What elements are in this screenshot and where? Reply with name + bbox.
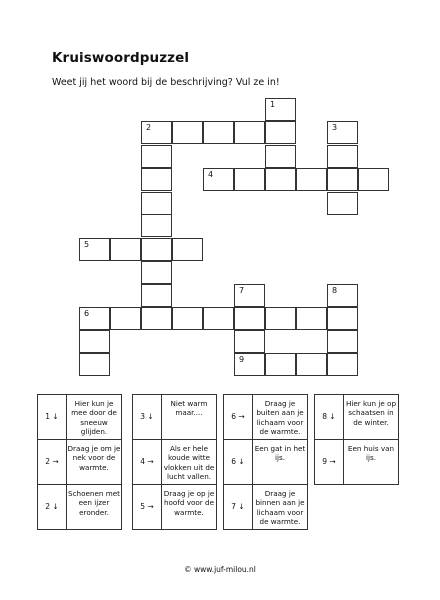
crossword-cell[interactable] bbox=[141, 168, 172, 191]
crossword-cell[interactable] bbox=[141, 214, 172, 237]
crossword-cell[interactable] bbox=[172, 307, 203, 330]
clue-text: Niet warm maar.... bbox=[162, 395, 217, 440]
crossword-cell[interactable] bbox=[265, 121, 296, 144]
crossword-cell[interactable] bbox=[327, 145, 358, 168]
crossword-cell[interactable] bbox=[327, 330, 358, 353]
crossword-cell[interactable] bbox=[234, 330, 265, 353]
clue-row bbox=[224, 440, 308, 485]
clue-row bbox=[133, 485, 217, 530]
clue-number: 6 → bbox=[224, 395, 253, 440]
crossword-cell[interactable] bbox=[234, 121, 265, 144]
crossword-cell[interactable] bbox=[79, 238, 110, 261]
clue-table-4 bbox=[314, 394, 399, 485]
clue-number: 7 ↓ bbox=[224, 485, 253, 530]
crossword-cell[interactable] bbox=[203, 121, 234, 144]
clue-number: 4 → bbox=[133, 440, 162, 485]
footer-credit: © www.juf-milou.nl bbox=[184, 565, 256, 574]
crossword-cell[interactable] bbox=[358, 168, 389, 191]
clue-row bbox=[315, 440, 399, 485]
crossword-cell[interactable] bbox=[234, 353, 265, 376]
crossword-cell[interactable] bbox=[79, 330, 110, 353]
crossword-cell[interactable] bbox=[265, 98, 296, 121]
clue-number: 5 → bbox=[133, 485, 162, 530]
clue-text: Schoenen met een ijzer eronder. bbox=[67, 485, 122, 530]
cell-number: 8 bbox=[332, 286, 338, 295]
clue-text: Draag je op je hoofd voor de warmte. bbox=[162, 485, 217, 530]
cell-number: 7 bbox=[239, 286, 245, 295]
clue-text: Een gat in het ijs. bbox=[253, 440, 308, 485]
crossword-cell[interactable] bbox=[296, 307, 327, 330]
crossword-cell[interactable] bbox=[141, 261, 172, 284]
crossword-cell[interactable] bbox=[141, 145, 172, 168]
crossword-cell[interactable] bbox=[110, 238, 141, 261]
crossword-cell[interactable] bbox=[327, 121, 358, 144]
crossword-cell[interactable] bbox=[296, 353, 327, 376]
cell-number: 6 bbox=[84, 309, 90, 318]
clue-row bbox=[38, 485, 122, 530]
clue-number: 2 ↓ bbox=[38, 485, 67, 530]
cell-number: 4 bbox=[208, 170, 214, 179]
crossword-cell[interactable] bbox=[327, 353, 358, 376]
crossword-cell[interactable] bbox=[234, 284, 265, 307]
clue-text: Als er hele koude witte vlokken uit de lucht vallen. bbox=[162, 440, 217, 485]
crossword-cell[interactable] bbox=[327, 192, 358, 215]
clue-text: Draag je om je nek voor de warmte. bbox=[67, 440, 122, 485]
crossword-cell[interactable] bbox=[172, 238, 203, 261]
clue-text: Draag je buiten aan je lichaam voor de warmte. bbox=[253, 395, 308, 440]
crossword-cell[interactable] bbox=[141, 307, 172, 330]
crossword-cell[interactable] bbox=[234, 168, 265, 191]
crossword-cell[interactable] bbox=[172, 121, 203, 144]
crossword-cell[interactable] bbox=[327, 284, 358, 307]
clue-number: 1 ↓ bbox=[38, 395, 67, 440]
crossword-cell[interactable] bbox=[141, 121, 172, 144]
crossword-cell[interactable] bbox=[79, 353, 110, 376]
clue-row bbox=[133, 440, 217, 485]
clue-row bbox=[224, 485, 308, 530]
clue-table-3 bbox=[223, 394, 308, 530]
page-title: Kruiswoordpuzzel bbox=[52, 50, 190, 66]
crossword-cell[interactable] bbox=[327, 307, 358, 330]
clue-number: 9 → bbox=[315, 440, 344, 485]
clue-row bbox=[224, 395, 308, 440]
clue-table-1 bbox=[37, 394, 122, 530]
clue-number: 8 ↓ bbox=[315, 395, 344, 440]
clue-row bbox=[38, 440, 122, 485]
cell-number: 1 bbox=[270, 100, 276, 109]
crossword-cell[interactable] bbox=[265, 307, 296, 330]
clue-text: Hier kun je mee door de sneeuw glijden. bbox=[67, 395, 122, 440]
cell-number: 5 bbox=[84, 240, 90, 249]
crossword-cell[interactable] bbox=[327, 168, 358, 191]
crossword-cell[interactable] bbox=[141, 284, 172, 307]
clue-table-2 bbox=[132, 394, 217, 530]
crossword-cell[interactable] bbox=[265, 168, 296, 191]
clue-text: Draag je binnen aan je lichaam voor de warmte. bbox=[253, 485, 308, 530]
crossword-cell[interactable] bbox=[296, 168, 327, 191]
instruction-text: Weet jij het woord bij de beschrijving? Vul ze in! bbox=[52, 77, 280, 88]
crossword-cell[interactable] bbox=[110, 307, 141, 330]
crossword-cell[interactable] bbox=[265, 353, 296, 376]
clue-number: 3 ↓ bbox=[133, 395, 162, 440]
clue-text: Een huis van ijs. bbox=[344, 440, 399, 485]
clue-number: 6 ↓ bbox=[224, 440, 253, 485]
crossword-cell[interactable] bbox=[203, 307, 234, 330]
crossword-cell[interactable] bbox=[141, 192, 172, 215]
crossword-cell[interactable] bbox=[141, 238, 172, 261]
crossword-cell[interactable] bbox=[234, 307, 265, 330]
clue-row bbox=[315, 395, 399, 440]
cell-number: 3 bbox=[332, 123, 338, 132]
cell-number: 2 bbox=[146, 123, 152, 132]
clue-row bbox=[38, 395, 122, 440]
clue-row bbox=[133, 395, 217, 440]
crossword-cell[interactable] bbox=[203, 168, 234, 191]
cell-number: 9 bbox=[239, 355, 245, 364]
crossword-cell[interactable] bbox=[265, 145, 296, 168]
crossword-cell[interactable] bbox=[79, 307, 110, 330]
clue-number: 2 → bbox=[38, 440, 67, 485]
clue-text: Hier kun je op schaatsen in de winter. bbox=[344, 395, 399, 440]
